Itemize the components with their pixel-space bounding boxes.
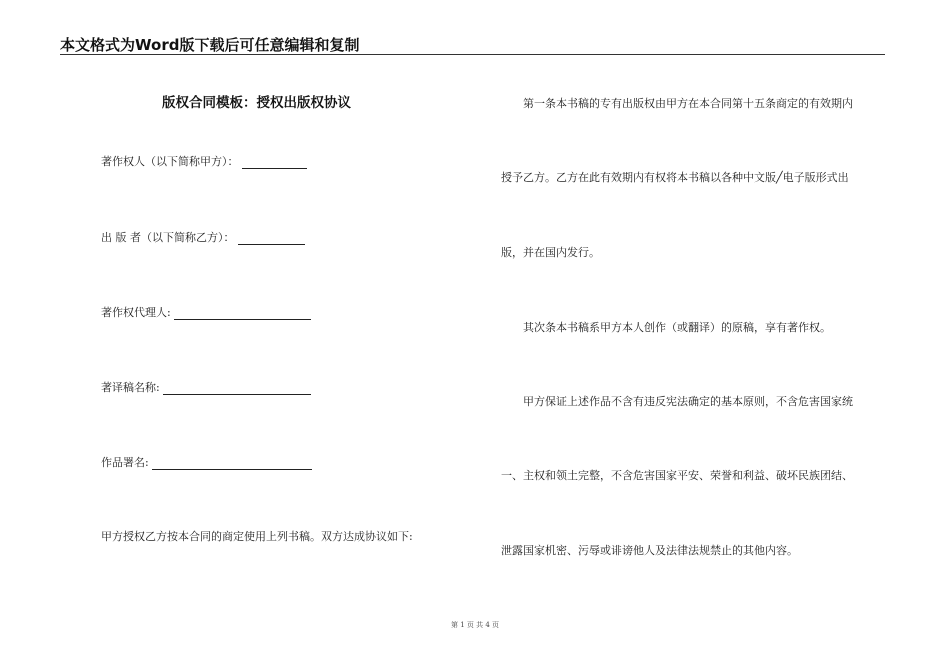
field-copyright-holder <box>101 153 307 169</box>
fill-in-blank <box>152 458 312 470</box>
page-footer: 第 1 页 共 4 页 <box>450 621 500 629</box>
right-line-1: 第一条本书稿的专有出版权由甲方在本合同第十五条商定的有效期内 <box>523 97 853 110</box>
document-title: 版权合同模板：授权出版权协议 <box>162 95 351 111</box>
right-line-7: 泄露国家机密、污辱或诽谤他人及法律法规禁止的其他内容。 <box>501 544 798 557</box>
field-label: 著作权代理人: <box>101 306 171 319</box>
field-label: 著作权人（以下简称甲方）： <box>101 155 239 168</box>
header-title: 本文格式为Word版下载后可任意编辑和复制 <box>60 36 360 54</box>
page-header <box>60 34 885 55</box>
right-line-4: 其次条本书稿系甲方本人创作（或翻译）的原稿，享有著作权。 <box>523 321 831 334</box>
right-line-5: 甲方保证上述作品不含有违反宪法确定的基本原则，不含危害国家统 <box>523 395 853 408</box>
field-agent <box>101 304 311 320</box>
field-manuscript-name <box>101 379 311 395</box>
left-paragraph: 甲方授权乙方按本合同的商定使用上列书稿。双方达成协议如下: <box>101 530 413 543</box>
field-label: 著译稿名称: <box>101 381 160 394</box>
fill-in-blank <box>174 308 311 320</box>
field-author-signature <box>101 454 312 470</box>
field-label: 作品署名: <box>101 456 149 469</box>
fill-in-blank <box>238 233 305 245</box>
right-line-2: 授予乙方。乙方在此有效期内有权将本书稿以各种中文版╱电子版形式出 <box>501 171 849 184</box>
right-line-3: 版，并在国内发行。 <box>501 246 600 259</box>
field-label: 出 版 者（以下简称乙方）： <box>101 231 235 244</box>
fill-in-blank <box>163 383 311 395</box>
field-publisher <box>101 229 305 245</box>
right-line-6: 一、主权和领土完整，不含危害国家平安、荣誉和利益、破坏民族团结、 <box>501 469 853 482</box>
fill-in-blank <box>242 157 307 169</box>
